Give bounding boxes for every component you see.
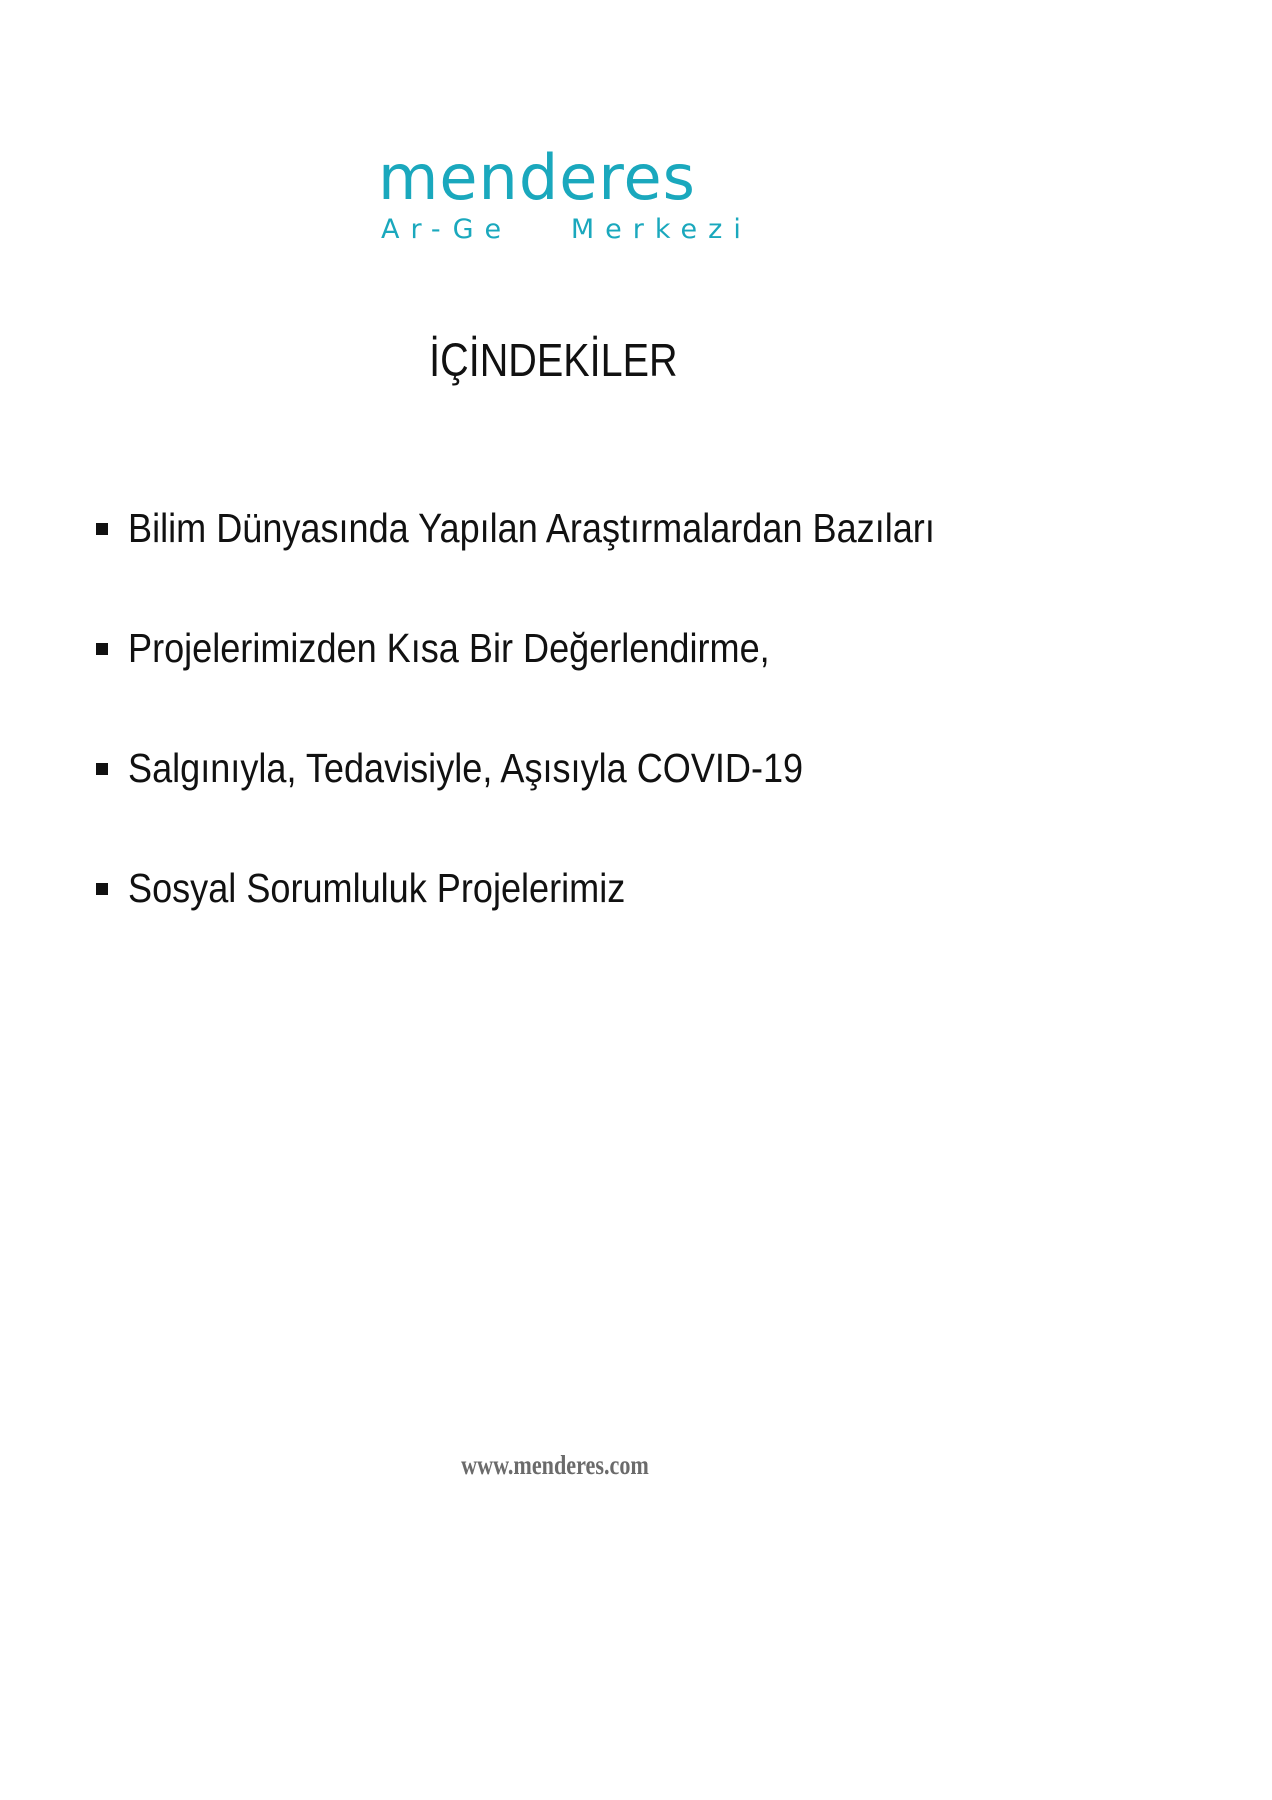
bullet-square-icon xyxy=(96,763,108,775)
toc-item-label: Sosyal Sorumluluk Projelerimiz xyxy=(128,865,626,911)
company-logo xyxy=(378,138,752,248)
toc-item-label: Salgınıyla, Tedavisiyle, Aşısıyla COVID-19 xyxy=(128,745,804,791)
toc-item-label: Projelerimizden Kısa Bir Değerlendirme, xyxy=(128,625,770,671)
bullet-square-icon xyxy=(96,523,108,535)
toc-item xyxy=(96,860,1086,980)
toc-item xyxy=(96,500,1086,620)
logo-wordmark: menderes xyxy=(378,141,696,214)
toc-item-label: Bilim Dünyasında Yapılan Araştırmalardan Bazıları xyxy=(128,505,935,551)
toc-item xyxy=(96,740,1086,860)
logo-subtitle: Ar-Ge Merkezi xyxy=(381,214,752,245)
page-title: İÇİNDEKİLER xyxy=(429,334,678,386)
bullet-square-icon xyxy=(96,883,108,895)
bullet-square-icon xyxy=(96,643,108,655)
table-of-contents xyxy=(96,500,1086,980)
footer-website-link[interactable]: www.menderes.com xyxy=(461,1450,649,1480)
toc-item xyxy=(96,620,1086,740)
